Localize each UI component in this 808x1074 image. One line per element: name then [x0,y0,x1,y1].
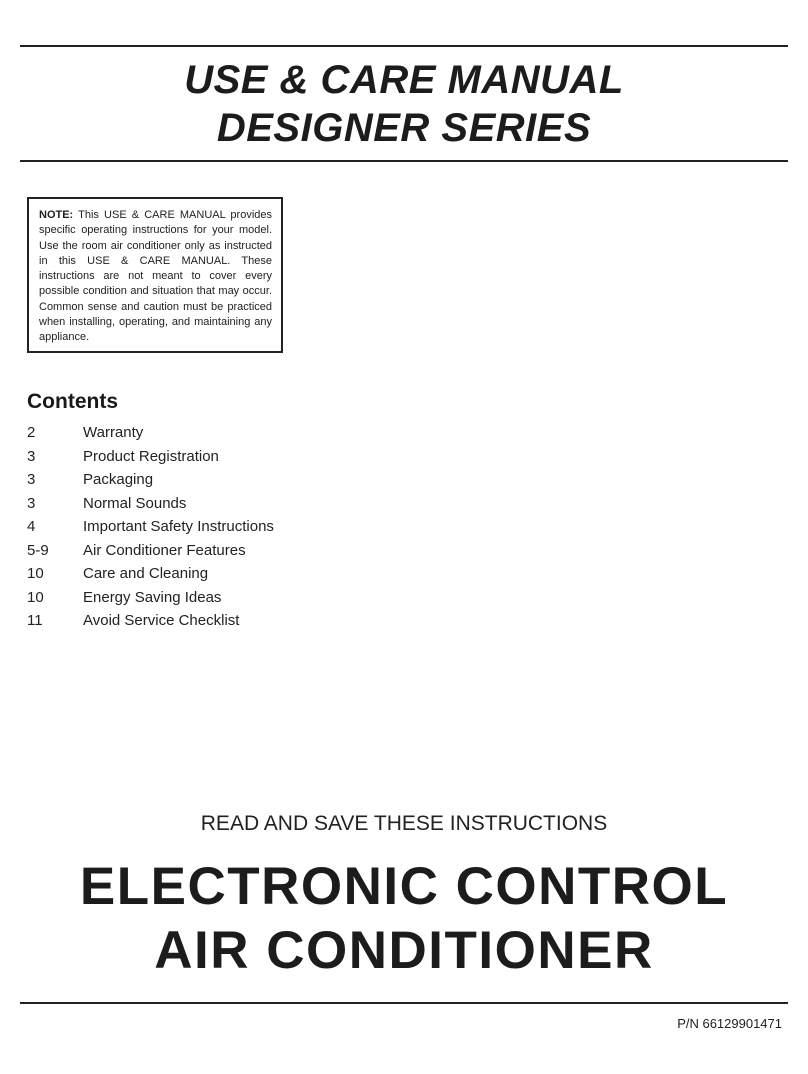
toc-entry-title: Packaging [83,471,154,489]
toc-page-number: 5-9 [27,541,49,559]
toc-row-packaging [27,468,427,492]
product-name-line-1: ELECTRONIC CONTROL [79,857,729,916]
note-box [27,197,283,353]
toc-row-care-cleaning [27,562,427,586]
toc-page-number: 3 [27,494,36,512]
toc-entry-title: Care and Cleaning [83,565,209,583]
toc-entry-title: Important Safety Instructions [83,518,274,536]
table-of-contents [27,421,427,633]
toc-page-number: 3 [27,447,36,465]
note-label: NOTE: [39,209,74,221]
bottom-rule [20,1002,788,1004]
toc-row-normal-sounds [27,492,427,516]
toc-entry-title: Product Registration [83,447,219,465]
toc-entry-title: Energy Saving Ideas [83,588,222,606]
product-name [20,855,788,983]
toc-row-features [27,539,427,563]
toc-page-number: 10 [27,588,44,606]
toc-page-number: 2 [27,424,36,442]
toc-entry-title: Air Conditioner Features [83,541,246,559]
note-text: This USE & CARE MANUAL provides specific operating instructions for your model. Use the room air conditioner only as instructed in this USE & CARE MANUAL. These instructions are not meant to cover every possible condition and situation that may occur. Common sense and caution must be practiced when installing, operating, and maintaining any appliance. [39,209,273,344]
read-save-instructions: READ AND SAVE THESE INSTRUCTIONS [200,812,608,835]
toc-page-number: 11 [27,612,43,630]
toc-entry-title: Avoid Service Checklist [83,612,240,630]
manual-title-line-2: DESIGNER SERIES [216,106,592,150]
part-number: P/N 66129901471 [677,1016,782,1031]
toc-row-energy-saving [27,586,427,610]
toc-entry-title: Normal Sounds [83,494,187,512]
toc-page-number: 3 [27,471,36,489]
manual-title [20,56,788,152]
product-name-line-2: AIR CONDITIONER [154,921,654,980]
toc-row-service-checklist [27,609,427,633]
toc-page-number: 10 [27,565,44,583]
top-rule [20,45,788,47]
toc-page-number: 4 [27,518,36,536]
toc-row-safety-instructions [27,515,427,539]
title-bottom-rule [20,160,788,162]
contents-heading: Contents [27,390,118,413]
toc-row-product-registration [27,445,427,469]
manual-title-line-1: USE & CARE MANUAL [184,58,624,102]
toc-entry-title: Warranty [83,424,144,442]
toc-row-warranty [27,421,427,445]
